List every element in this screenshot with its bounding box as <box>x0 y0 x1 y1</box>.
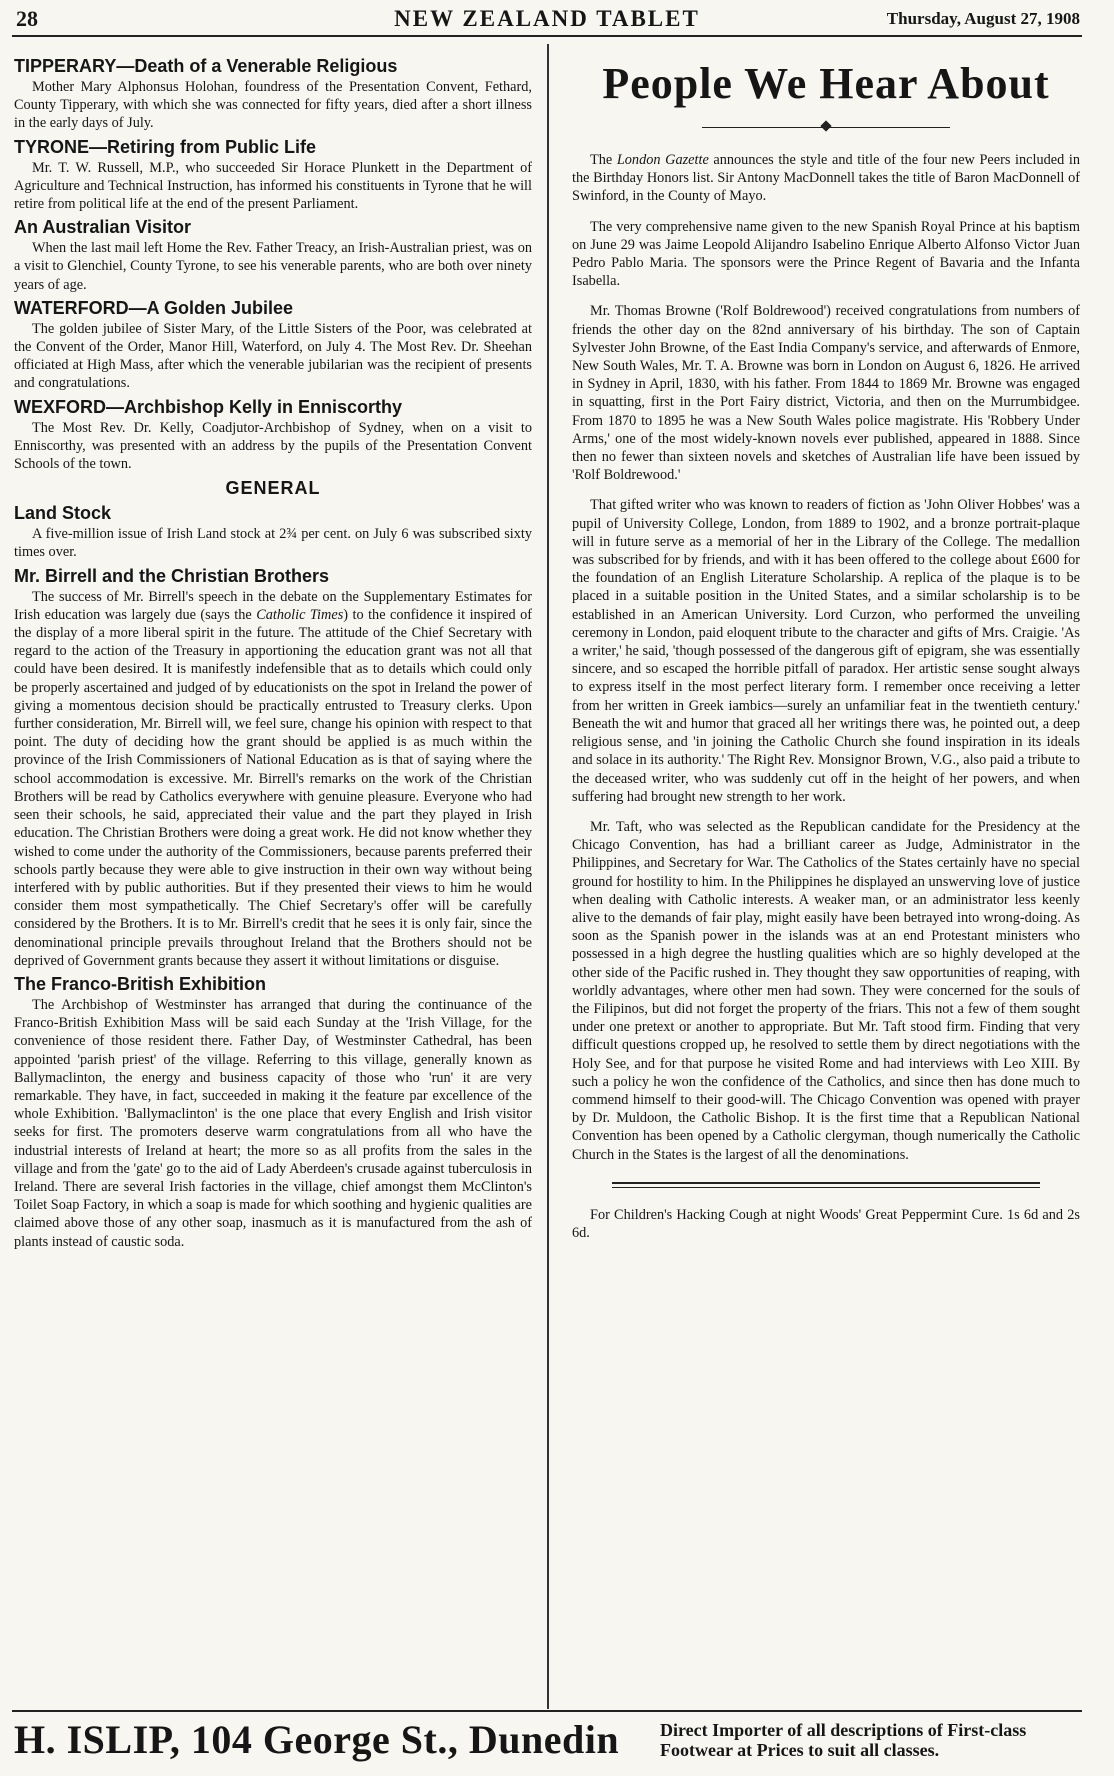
item-browne: Mr. Thomas Browne ('Rolf Boldrewood') received congratulations from numbers of friends the other day on the 82nd anniversary of his birthday. The son of Captain Sylvester John Browne, of the East India Company's service, and afterwards of Enmore, New South Wales, Mr. T. A. Browne was born in London on August 6, 1826. He arrived in Sydney in April, 1830, with his father. From 1844 to 1869 Mr. Browne was engaged in squatting, first in the Port Fairy district, Victoria, and then on the Murrumbidgee. From 1870 to 1895 he was a New South Wales police magistrate. His 'Robbery Under Arms,' one of the most widely-known novels ever published, appeared in 1888. Since then no fewer than sixteen novels and sketches of Australian life have been issued by 'Rolf Boldrewood.' <box>572 303 1080 484</box>
article-body-tipperary: Mother Mary Alphonsus Holohan, foundress of the Presentation Convent, Fethard, County Tipperary, with which she was connected for fifty years, died after a short illness in the early days of July. <box>14 79 532 132</box>
left-column <box>14 52 532 1702</box>
diamond-ornament-icon <box>820 120 831 131</box>
birrell-text-b: ) to the confidence it inspired of the display of a more liberal spirit in the future. The attitude of the Chief Secretary with regard to the action of the Treasury in apportioning the education grant was not all that could have been desired. It is manifestly indefensible that as to details which could only be properly ascertained and judged of by educationists on the spot in Ireland the power of giving a momentous decision should be practically entrusted to Treasury clerks. Upon further consideration, Mr. Birrell will, we feel sure, change his opinion with respect to that point. The duty of deciding how the grant should be applied is as much within the province of the Irish Commissioners of National Education as is that of saying where the school accommodation is excessive. Mr. Birrell's remarks on the work of the Christian Brothers will be read by Catholics everywhere with genuine pleasure. Everyone who had seen their schools, he said, appreciated their value and the part they played in Irish education. The Christian Brothers were doing a great work. He did not know whether they wished to come under the authority of the Commissioners, because parents preferred their schools partly because they were able to give instruction in their own way without being interfered with by public authorities. But if they presented their views to him he would consider them most sympathetically. The Chief Secretary's offer will be carefully considered by the Brothers. It is to Mr. Birrell's credit that he sees it is only fair, since the denominational principle prevails throughout Ireland that the Brothers should not be deprived of Government grants because they assert it without limitations or disguise. <box>14 606 532 969</box>
birrell-text-a: The success of Mr. Birrell's speech in the debate on the Supplementary Estimates for Irish education was largely due (says the <box>14 588 532 623</box>
article-heading-tyrone: TYRONE—Retiring from Public Life <box>14 136 317 157</box>
article-heading-birrell: Mr. Birrell and the Christian Brothers <box>14 565 330 586</box>
item-gazette <box>572 151 1080 206</box>
footer-advertisement <box>14 1716 1080 1768</box>
article-heading-wexford: WEXFORD—Archbishop Kelly in Enniscorthy <box>14 396 403 417</box>
masthead-rule <box>12 35 1082 37</box>
title-ornament <box>572 121 1080 135</box>
item-spanish-prince: The very comprehensive name given to the new Spanish Royal Prince at his baptism on June 29 was Jaime Leopold Alijandro Isabelino Enrique Alberto Alfonso Victor Juan Pedro Pablo Maria. The sponsors were the Prince Regent of Bavaria and the Infanta Isabella. <box>572 218 1080 290</box>
section-title-people: People We Hear About <box>602 59 1050 108</box>
article-body-birrell <box>14 588 532 970</box>
right-column <box>572 52 1080 1702</box>
advertiser-name: H. ISLIP, 104 George St., Dunedin <box>14 1717 620 1762</box>
article-body-wexford: The Most Rev. Dr. Kelly, Coadjutor-Archbishop of Sydney, when on a visit to Enniscorthy, was presented with an address by the pupils of the Presentation Convent Schools of the town. <box>14 419 532 473</box>
article-heading-land-stock: Land Stock <box>14 503 112 524</box>
column-divider <box>547 44 549 1709</box>
article-body-australian-visitor: When the last mail left Home the Rev. Father Treacy, an Irish-Australian priest, was on a visit to Glenchiel, County Tyrone, to see his venerable parents, who are both over ninety years of age. <box>14 240 532 293</box>
gazette-body: announces the style and title of the four new Peers included in the Birthday Honors list. Sir Antony MacDonnell takes the title of Baron MacDonnell of Swinford, in the County of Mayo. <box>572 152 1080 205</box>
cough-cure-notice: For Children's Hacking Cough at night Woods' Great Peppermint Cure. 1s 6d and 2s 6d. <box>572 1206 1080 1241</box>
page-number: 28 <box>16 6 38 31</box>
masthead <box>14 6 1080 32</box>
article-heading-tipperary: TIPPERARY—Death of a Venerable Religious <box>14 56 398 76</box>
section-title-general: GENERAL <box>225 478 321 499</box>
publication-title: NEW ZEALAND TABLET <box>394 6 700 31</box>
gazette-source: London Gazette <box>616 152 709 168</box>
section-end-rule <box>612 1182 1040 1188</box>
item-taft: Mr. Taft, who was selected as the Republican candidate for the Presidency at the Chicago Convention, has had a brilliant career as Judge, Administrator in the Philippines, and Secretary for War. The Catholics of the States certainly have no special ground for hostility to him. In the Philippines he displayed an unswerving love of justice when dealing with Catholic interests. A weaker man, or an administrator less keenly alive to the demands of fair play, might easily have been betrayed into wrong-doing. As soon as the Spanish power in the islands was at an end Protestant ministers who possessed in a high degree the hustling qualities which are so highly developed at the other side of the Pacific rushed in. They thought they saw opportunities of reaping, with worldly advantages, where other men had sown. They were concerned for the souls of the Filipinos, but did not forget the property of the friars. This not a few of them sought under one pretext or another to appropriate. But Mr. Taft stood firm. Finding that very difficult questions cropped up, he resolved to settle them by direct negotiations with the Holy See, and for that purpose he visited Rome and had interviews with Leo XIII. By such a policy he won the confidence of the Catholics, and since then has done much to commend himself to their good-will. The Chicago Convention was opened with prayer by Dr. Muldoon, the Catholic Bishop. It is the first time that a Republican National Convention has been opened by a Catholic clergyman, though numerically the Catholic Church in the States is the largest of all the denominations. <box>572 818 1080 1163</box>
gazette-lead: The <box>590 152 617 168</box>
footer-rule <box>12 1710 1082 1712</box>
article-body-land-stock: A five-million issue of Irish Land stock at 2¾ per cent. on July 6 was subscribed sixty times over. <box>14 526 532 561</box>
article-body-waterford: The golden jubilee of Sister Mary, of the Little Sisters of the Poor, was celebrated at the Convent of the Order, Manor Hill, Waterford, on July 4. The Most Rev. Dr. Sheehan officiated at High Mass, after which the venerable jubilarian was the recipient of presents and congratulations. <box>14 320 532 392</box>
birrell-source: Catholic Times <box>256 606 344 623</box>
article-body-franco-british: The Archbishop of Westminster has arranged that during the continuance of the Franco-British Exhibition Mass will be said each Sunday at the 'Irish Village, for the convenience of those resident there. Father Day, of Westminster Cathedral, has been appointed 'parish priest' of the village. Referring to this village, generally known as Ballymaclinton, the energy and business capacity of those who 'run' it are very remarkable. They have, in fact, succeeded in making it the feature par excellence of the whole Exhibition. 'Ballymaclinton' is the one place that every English and Irish visitor seeks for first. The promoters deserve warm congratulations from all who have the industrial interests of Ireland at heart; the more so as all profits from the sales in the village and from the 'gate' go to the aid of Lady Aberdeen's crusade against tuberculosis in Ireland. There are several Irish factories in the village, chief amongst them McClinton's Toilet Soap Factory, in which a soap is made for which soothing and hygienic qualities are claimed above those of any other soap, inasmuch as it is manufactured from the ash of plants instead of caustic soda. <box>14 996 532 1250</box>
article-heading-waterford: WATERFORD—A Golden Jubilee <box>14 297 294 318</box>
issue-date: Thursday, August 27, 1908 <box>886 9 1080 28</box>
article-heading-australian-visitor: An Australian Visitor <box>14 217 192 238</box>
advertiser-tagline: Direct Importer of all descriptions of First-class Footwear at Prices to suit all classes. <box>660 1720 1027 1760</box>
article-heading-franco-british: The Franco-British Exhibition <box>14 973 267 994</box>
article-body-tyrone: Mr. T. W. Russell, M.P., who succeeded Sir Horace Plunkett in the Department of Agriculture and Technical Instruction, has informed his constituents in Tyrone that he will retire from political life at the end of the present Parliament. <box>14 159 532 213</box>
item-hobbes: That gifted writer who was known to readers of fiction as 'John Oliver Hobbes' was a pupil of University College, London, from 1889 to 1902, and a bronze portrait-plaque will in future serve as a memorial of her in the Library of the College. The medallion was subscribed for by friends, and with it has been offered to the college about £600 for the foundation of an English Literature Scholarship. A replica of the plaque is to be placed in a suitable position in the United States, and a similar scholarship is to be established in an American University. Lord Curzon, who performed the unveiling ceremony in London, paid eloquent tribute to the character and gifts of Mrs. Craigie. 'As a writer,' he said, 'though possessed of the dangerous gift of epigram, she was essentially sincere, and so escaped the horrible pitfall of paradox. Her artistic sense sought always to express itself in the most perfect literary form. I remember once receiving a letter from her written in Greek iambics—surely an unfamiliar feat in the twentieth century.' Beneath the wit and humor that graced all her writings there was, he pointed out, a deep religious sense, and 'in joining the Catholic Church she found inspiration in its ideals and solace in its authority.' The Right Rev. Monsignor Brown, V.G., also paid a tribute to the deceased writer, who was suddenly cut off in the height of her powers, and when suffering had brought new strength to her work. <box>572 497 1080 805</box>
